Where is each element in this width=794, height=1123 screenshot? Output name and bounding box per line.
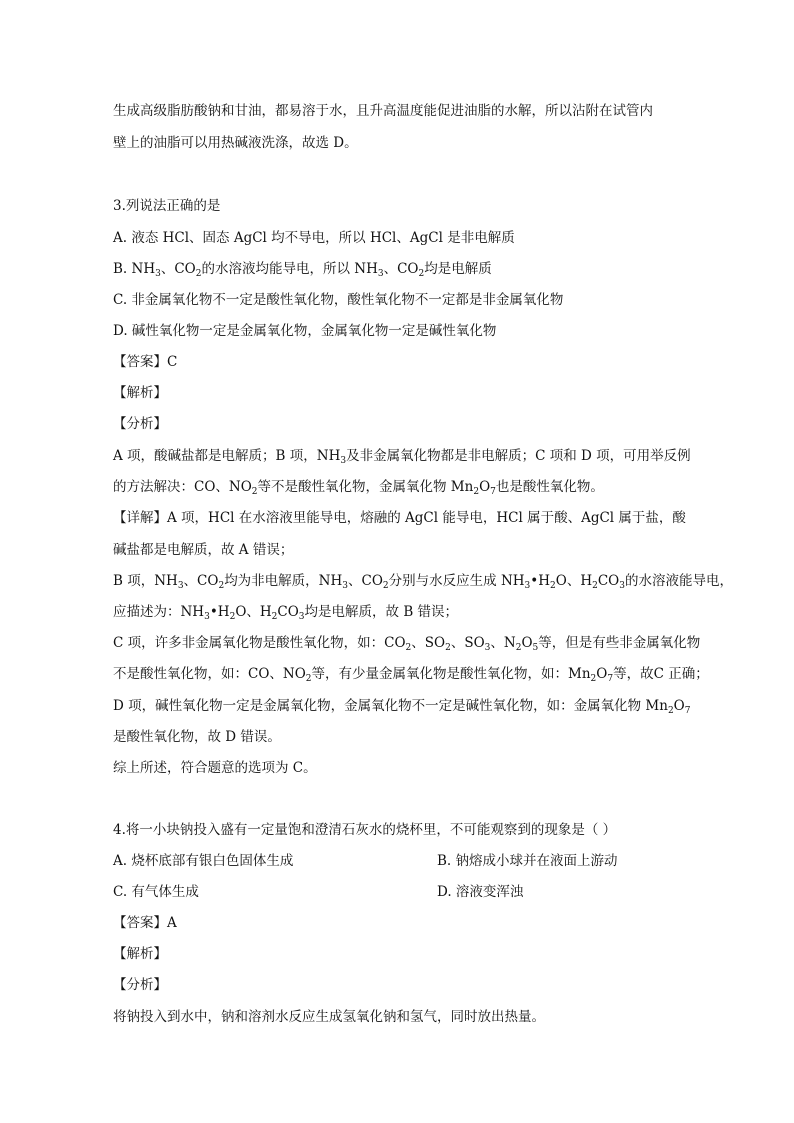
question-3-option-b [113,259,492,279]
question-4-analysis-line-1: 将钠投入到水中，钠和溶剂水反应生成氢氧化钠和氢气，同时放出热量。 [113,1009,545,1025]
question-3-option-c: C. 非金属氧化物不一定是酸性氧化物，酸性氧化物不一定都是非金属氧化物 [113,292,564,308]
subscript: 2 [590,674,597,684]
text-run: 均为非电解质，NH [224,573,343,589]
text-run: •H [209,604,230,620]
subscript: 3 [342,581,349,591]
question-3-answer: 【答案】C [113,354,178,370]
subscript: 2 [271,612,278,622]
text-run: 、SO [411,635,446,651]
text-run: •H [530,573,551,589]
subscript: 2 [305,674,312,684]
subscript: 3 [298,612,305,622]
question-3-analysis-line-2 [113,477,604,497]
subscript: 2 [382,581,389,591]
subscript: 2 [218,581,225,591]
subscript: 3 [619,581,625,591]
text-run: 、SO [450,635,485,651]
subscript: 7 [607,674,614,684]
subscript: 3 [377,269,384,279]
subscript: 2 [667,706,674,716]
question-3-detail-line-3 [113,571,733,591]
subscript: 2 [592,581,598,591]
question-4-jiexi-heading: 【解析】 [113,946,167,962]
text-run: 分别与水反应生成 NH [388,573,525,589]
question-4-option-a: A. 烧杯底部有银白色固体生成 [113,853,294,869]
question-3-jiexi-heading: 【解析】 [113,385,167,401]
subscript: 2 [473,487,480,497]
text-run: 、CO [160,261,196,277]
question-3-fenxi-heading: 【分析】 [113,416,167,432]
question-3-detail-line-7 [113,696,690,716]
subscript: 5 [532,643,539,653]
question-3-detail-line-8: 是酸性氧化物，故 D 错误。 [113,729,281,745]
text-run: 的水溶液均能导电，所以 NH [201,261,378,277]
question-3-detail-line-1: 【详解】A 项，HCl 在水溶液里能导电，熔融的 AgCl 能导电，HCl 属于酸、AgCl 属于盐，酸 [113,510,686,526]
text-run: 的水溶液能导电， [624,573,733,589]
text-run: A 项，酸碱盐都是电解质；B 项，NH [113,448,341,464]
text-run: CO [597,573,620,589]
question-3-stem: 3.列说法正确的是 [113,198,221,214]
text-run: 、N [490,635,516,651]
question-3-option-a: A. 液态 HCl、固态 AgCl 均不导电，所以 HCl、AgCl 是非电解质 [113,230,515,246]
text-run: CO [277,604,299,620]
question-3-analysis-line-1 [113,446,691,466]
text-run: O、H [555,573,593,589]
text-run: B 项，NH [113,573,178,589]
subscript: 2 [550,581,556,591]
text-run: O [673,698,685,714]
question-3-summary: 综上所述，符合题意的选项为 C。 [113,760,317,776]
subscript: 2 [229,612,236,622]
question-4-option-d: D. 溶液变浑浊 [437,884,524,900]
question-3-detail-line-2: 碱盐都是电解质，故 A 错误； [113,542,294,558]
question-3-detail-line-6 [113,664,709,684]
text-run: 应描述为：NH [113,604,205,620]
text-run: 均是电解质，故 B 错误； [304,604,459,620]
subscript: 2 [445,643,451,653]
question-3-detail-line-5 [113,633,700,653]
subscript: 2 [405,643,412,653]
text-run: 均是电解质 [424,261,492,277]
text-run: O [596,666,608,682]
text-run: O [479,479,491,495]
text-run: 等，有少量金属氧化物是酸性氧化物，如：Mn [311,666,591,682]
text-run: 也是酸性氧化物。 [495,479,604,495]
intro-line-1: 生成高级脂肪酸钠和甘油，都易溶于水，且升高温度能促进油脂的水解，所以沾附在试管内 [113,103,653,119]
subscript: 2 [418,269,425,279]
question-3-detail-line-4 [113,602,458,622]
text-run: 、CO [383,261,419,277]
text-run: B. NH [113,261,156,277]
subscript: 3 [340,456,347,466]
question-4-option-b: B. 钠熔成小球并在液面上游动 [437,853,618,869]
question-4-stem: 4.将一小块钠投入盛有一定量饱和澄清石灰水的烧杯里，不可能观察到的现象是（ ） [113,822,617,838]
text-run: O、H [235,604,272,620]
subscript: 2 [195,269,202,279]
text-run: 、CO [183,573,219,589]
text-run: 等不是酸性氧化物，金属氧化物 Mn [257,479,474,495]
subscript: 3 [524,581,531,591]
text-run: 不是酸性氧化物，如：CO、NO [113,666,306,682]
question-4-option-c: C. 有气体生成 [113,884,199,900]
subscript: 7 [684,706,691,716]
intro-line-2: 壁上的油脂可以用热碱液洗涤，故选 D。 [113,135,358,151]
subscript: 3 [177,581,184,591]
subscript: 3 [204,612,210,622]
subscript: 2 [251,487,258,497]
text-run: 及非金属氧化物都是非电解质；C 项和 D 项，可用举反例 [346,448,691,464]
question-3-option-d: D. 碱性氧化物一定是金属氧化物，金属氧化物一定是碱性氧化物 [113,323,497,339]
text-run: O [521,635,533,651]
text-run: 等，但是有些非金属氧化物 [538,635,701,651]
text-run: C 项，许多非金属氧化物是酸性氧化物，如：CO [113,635,406,651]
subscript: 3 [484,643,491,653]
question-4-fenxi-heading: 【分析】 [113,977,167,993]
subscript: 7 [490,487,496,497]
text-run: 等，故C 正确； [613,666,709,682]
text-run: 的方法解决：CO、NO [113,479,252,495]
text-run: 、CO [348,573,383,589]
question-4-answer: 【答案】A [113,915,177,931]
text-run: D 项，碱性氧化物一定是金属氧化物，金属氧化物不一定是碱性氧化物，如：金属氧化物 Mn [113,698,668,714]
subscript: 3 [155,269,161,279]
subscript: 2 [515,643,522,653]
